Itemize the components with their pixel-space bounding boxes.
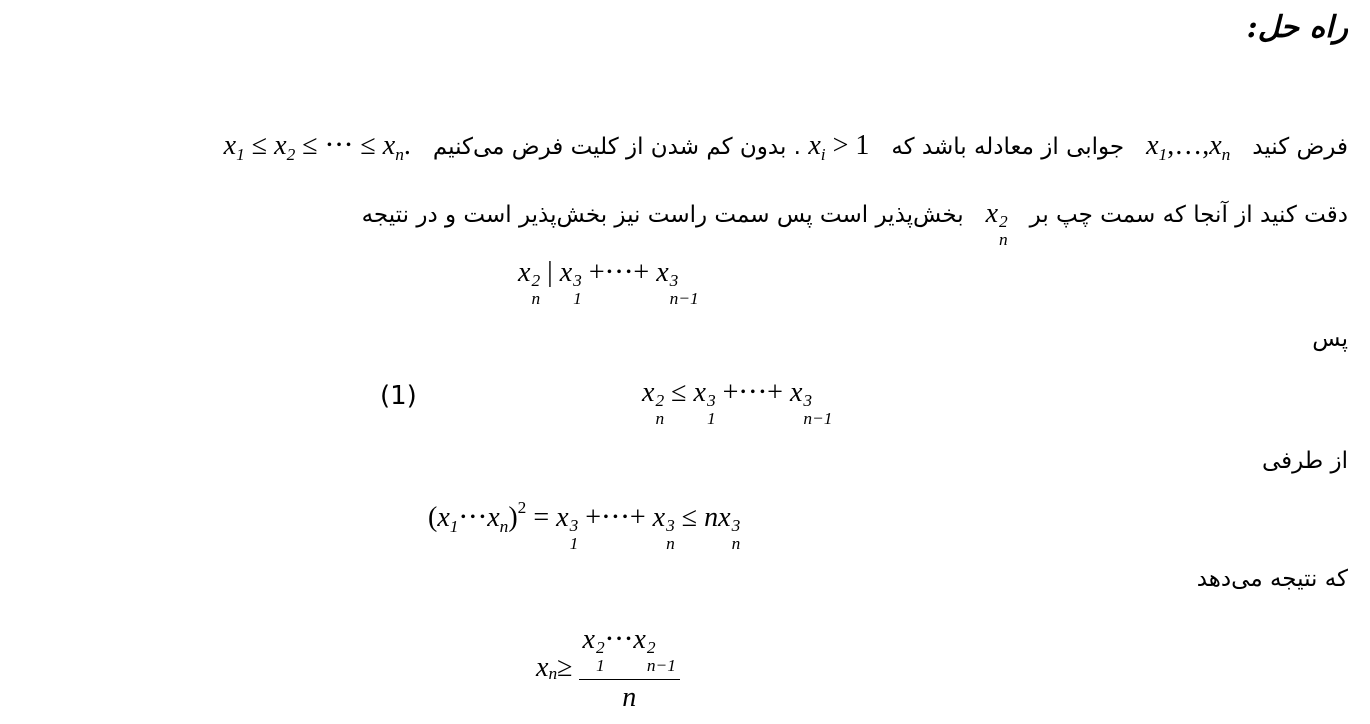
- word-therefore: پس: [1312, 326, 1348, 352]
- line1-text-start: فرض کنید: [1252, 134, 1348, 160]
- condition-xi-greater-1: $x_i > 1$: [808, 130, 870, 165]
- equation-divides: x 2 n | x 3 1 +⋅⋅⋅+ x 3 n−1: [518, 257, 699, 309]
- fraction-numerator: x 2 1 ⋅⋅⋅x 2 n−1: [579, 622, 680, 680]
- word-which-implies: که نتیجه می‌دهد: [1196, 566, 1348, 592]
- term-xn-squared: x 2 n: [985, 198, 1008, 250]
- equation-number-1: (1): [380, 381, 417, 411]
- line2-text-end: بخش‌پذیر است پس سمت راست نیز بخش‌پذیر است و در نتیجه: [361, 202, 964, 228]
- line1-text-middle: جوابی از معادله باشد که: [891, 134, 1125, 160]
- solution-heading: راه حل:: [1246, 10, 1348, 45]
- paragraph-line-1: [223, 128, 1348, 165]
- paragraph-line-2: [362, 198, 1348, 249]
- line2-text-start: دقت کنید از آنجا که سمت چپ بر: [1029, 202, 1348, 228]
- equation-final: x $_n$ ≥ x 2 1 ⋅⋅⋅x 2 n−1 n: [536, 622, 680, 714]
- fraction: [579, 622, 680, 714]
- line1-text-end: . بدون کم شدن از کلیت فرض می‌کنیم: [432, 134, 801, 160]
- fraction-denominator: n: [622, 682, 637, 714]
- variables-x1-to-xn: $x_1,\dots,x_n$: [1146, 130, 1231, 165]
- equation-product: $(x_1\cdot\cdot\cdot x_n)^2 = x$ 3 1 +⋅⋅⋅+ x 3 n ≤ nx 3 n: [428, 497, 741, 554]
- equation-1: x 2 n ≤ x 3 1 +⋅⋅⋅+ x 3 n−1: [642, 377, 833, 429]
- ordering-inequality: $x_1 \le x_2$ ≤ ⋅⋅⋅ ≤ $x_n$.: [223, 130, 411, 165]
- word-on-the-other-hand: از طرفی: [1262, 448, 1348, 474]
